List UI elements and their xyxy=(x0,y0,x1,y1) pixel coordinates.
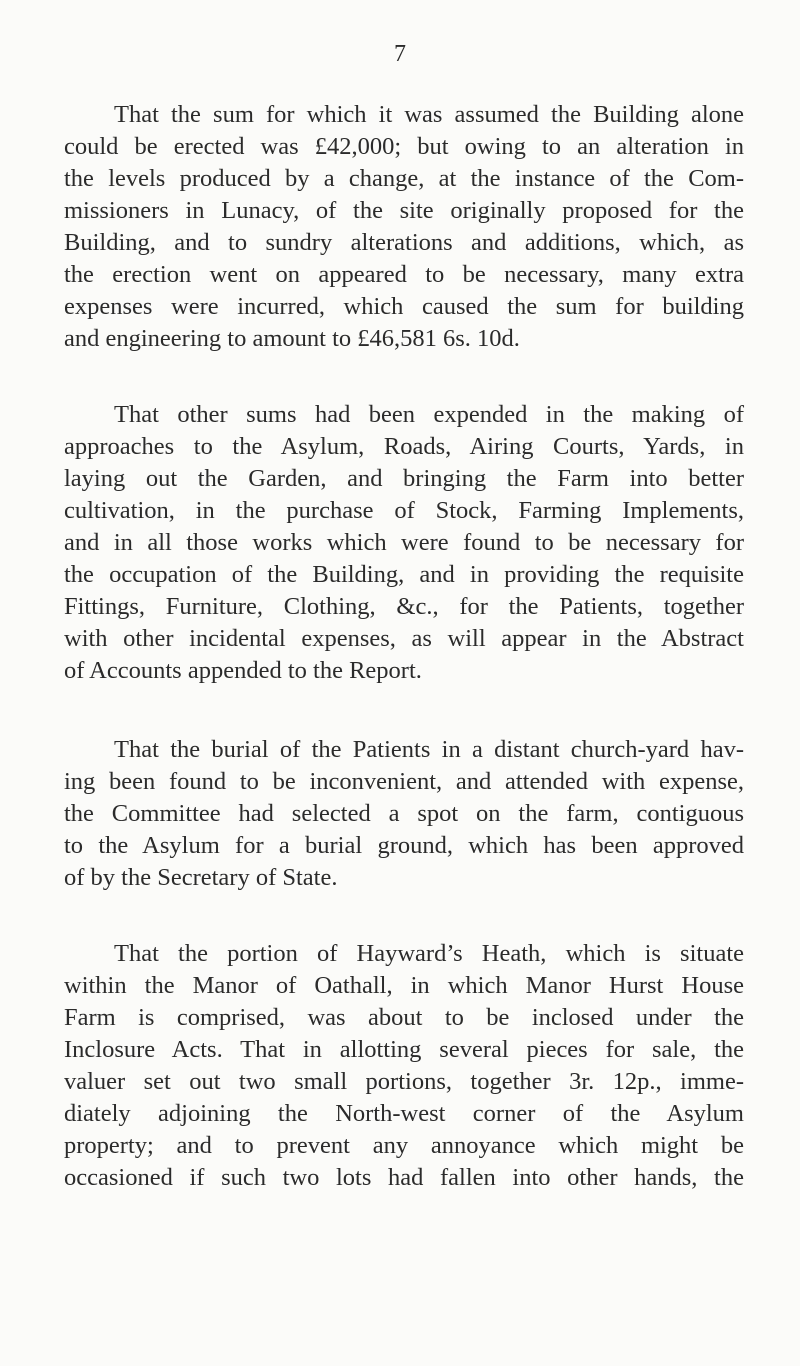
text-line: That the sum for which it was assumed the Building alone xyxy=(114,101,744,128)
text-line: Building, and to sundry alterations and additions, which, as xyxy=(64,229,744,256)
text-line: valuer set out two small portions, together 3r. 12p., imme- xyxy=(64,1068,744,1095)
text-line: could be erected was £42,000; but owing to an alteration in xyxy=(64,133,744,160)
text-line: Farm is comprised, was about to be inclosed under the xyxy=(64,1004,744,1031)
text-line: and in all those works which were found to be necessary for xyxy=(64,529,744,556)
text-line: the erection went on appeared to be necessary, many extra xyxy=(64,261,744,288)
text-line: with other incidental expenses, as will appear in the Abstract xyxy=(64,625,744,652)
text-line: property; and to prevent any annoyance which might be xyxy=(64,1132,744,1159)
text-line: Inclosure Acts. That in allotting several pieces for sale, the xyxy=(64,1036,744,1063)
text-line: occasioned if such two lots had fallen into other hands, the xyxy=(64,1164,744,1191)
text-line: laying out the Garden, and bringing the Farm into better xyxy=(64,465,744,492)
text-line: of by the Secretary of State. xyxy=(64,864,338,891)
text-line: and engineering to amount to £46,581 6s. 10d. xyxy=(64,325,520,352)
text-line: within the Manor of Oathall, in which Manor Hurst House xyxy=(64,972,744,999)
paragraph-burial-ground xyxy=(64,734,744,894)
text-line: approaches to the Asylum, Roads, Airing Courts, Yards, in xyxy=(64,433,744,460)
text-line: diately adjoining the North-west corner of the Asylum xyxy=(64,1100,744,1127)
text-line: Fittings, Furniture, Clothing, &c., for the Patients, together xyxy=(64,593,744,620)
text-line: That the portion of Hayward’s Heath, which is situate xyxy=(114,940,744,967)
text-line: expenses were incurred, which caused the sum for building xyxy=(64,293,744,320)
text-line: of Accounts appended to the Report. xyxy=(64,657,422,684)
text-line: the occupation of the Building, and in providing the requisite xyxy=(64,561,744,588)
text-line: That other sums had been expended in the making of xyxy=(114,401,744,428)
text-line: ing been found to be inconvenient, and attended with expense, xyxy=(64,768,744,795)
text-line: cultivation, in the purchase of Stock, Farming Implements, xyxy=(64,497,744,524)
text-line: the levels produced by a change, at the instance of the Com- xyxy=(64,165,744,192)
text-line: to the Asylum for a burial ground, which has been approved xyxy=(64,832,744,859)
text-line: missioners in Lunacy, of the site originally proposed for the xyxy=(64,197,744,224)
text-line: That the burial of the Patients in a distant church-yard hav- xyxy=(114,736,744,763)
paragraph-haywards-heath xyxy=(64,938,744,1194)
page-number: 7 xyxy=(394,41,406,67)
paragraph-building-cost xyxy=(64,99,744,355)
text-line: the Committee had selected a spot on the farm, contiguous xyxy=(64,800,744,827)
paragraph-other-sums xyxy=(64,399,744,687)
